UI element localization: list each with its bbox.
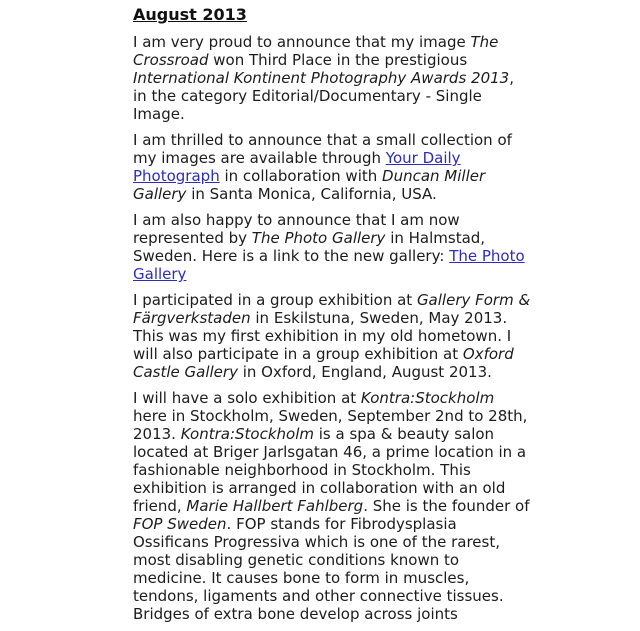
text-span: I am very proud to announce that my image [133, 33, 471, 51]
text-span: . She is the founder of [363, 497, 530, 515]
text-span: here in Stockholm, Sweden, September 2nd to 28th, 2013. [133, 407, 528, 443]
italic-span: International Kontinent Photography Awards 2013 [133, 69, 510, 87]
text-span: in Halmstad, Sweden. Here is a link to the new gallery: [133, 229, 486, 265]
text-span: in Santa Monica, California, USA. [186, 185, 437, 203]
italic-span: Kontra:Stockholm [360, 389, 495, 407]
article-body [133, 33, 531, 623]
page-title: August 2013 [133, 5, 247, 24]
the-photo-gallery-link[interactable]: The Photo Gallery [133, 247, 525, 283]
paragraph-2 [133, 131, 531, 203]
italic-span: Duncan Miller Gallery [133, 167, 486, 203]
italic-span: The Photo Gallery [251, 229, 386, 247]
paragraph-1 [133, 33, 531, 123]
text-span: I am also happy to announce that I am now represented by [133, 211, 460, 247]
italic-span: Oxford Castle Gallery [133, 345, 514, 381]
italic-span: Gallery Form & Färgverkstaden [133, 291, 531, 327]
text-span: won Third Place in the prestigious [208, 51, 468, 69]
italic-span: Kontra:Stockholm [180, 425, 314, 443]
paragraph-4 [133, 291, 531, 381]
text-span: in collaboration with [219, 167, 383, 185]
text-span: is a spa & beauty salon located at Briger Jarlsgatan 46, a prime location in a fashionable neighborhood in Stockholm. This exhibition is arranged in collaboration with an old friend, [133, 425, 527, 515]
text-span: in Oxford, England, August 2013. [237, 363, 492, 381]
text-span: in Eskilstuna, Sweden, May 2013. This was my first exhibition in my old hometown. I will also participate in a group exhibition at [133, 309, 512, 363]
paragraph-3 [133, 211, 531, 283]
italic-span: FOP Sweden [133, 515, 227, 533]
text-span: , in the category Editorial/Documentary - Single Image. [133, 69, 514, 123]
content-area [133, 5, 531, 631]
text-span: I am thrilled to announce that a small collection of my images are available through [133, 131, 512, 167]
text-span: I will have a solo exhibition at [133, 389, 361, 407]
text-span: I participated in a group exhibition at [133, 291, 417, 309]
italic-span: Marie Hallbert Fahlberg [186, 497, 364, 515]
your-daily-photograph-link[interactable]: Your Daily Photograph [133, 149, 461, 185]
text-span: . FOP stands for Fibrodysplasia Ossificans Progressiva which is one of the rarest, most disabling genetic conditions known to medicine. It causes bone to form in muscles, tendons, ligaments and other connective tissues. Bridges of extra bone develop across joints [133, 515, 504, 623]
paragraph-5 [133, 389, 531, 623]
italic-span: The Crossroad [133, 33, 499, 69]
